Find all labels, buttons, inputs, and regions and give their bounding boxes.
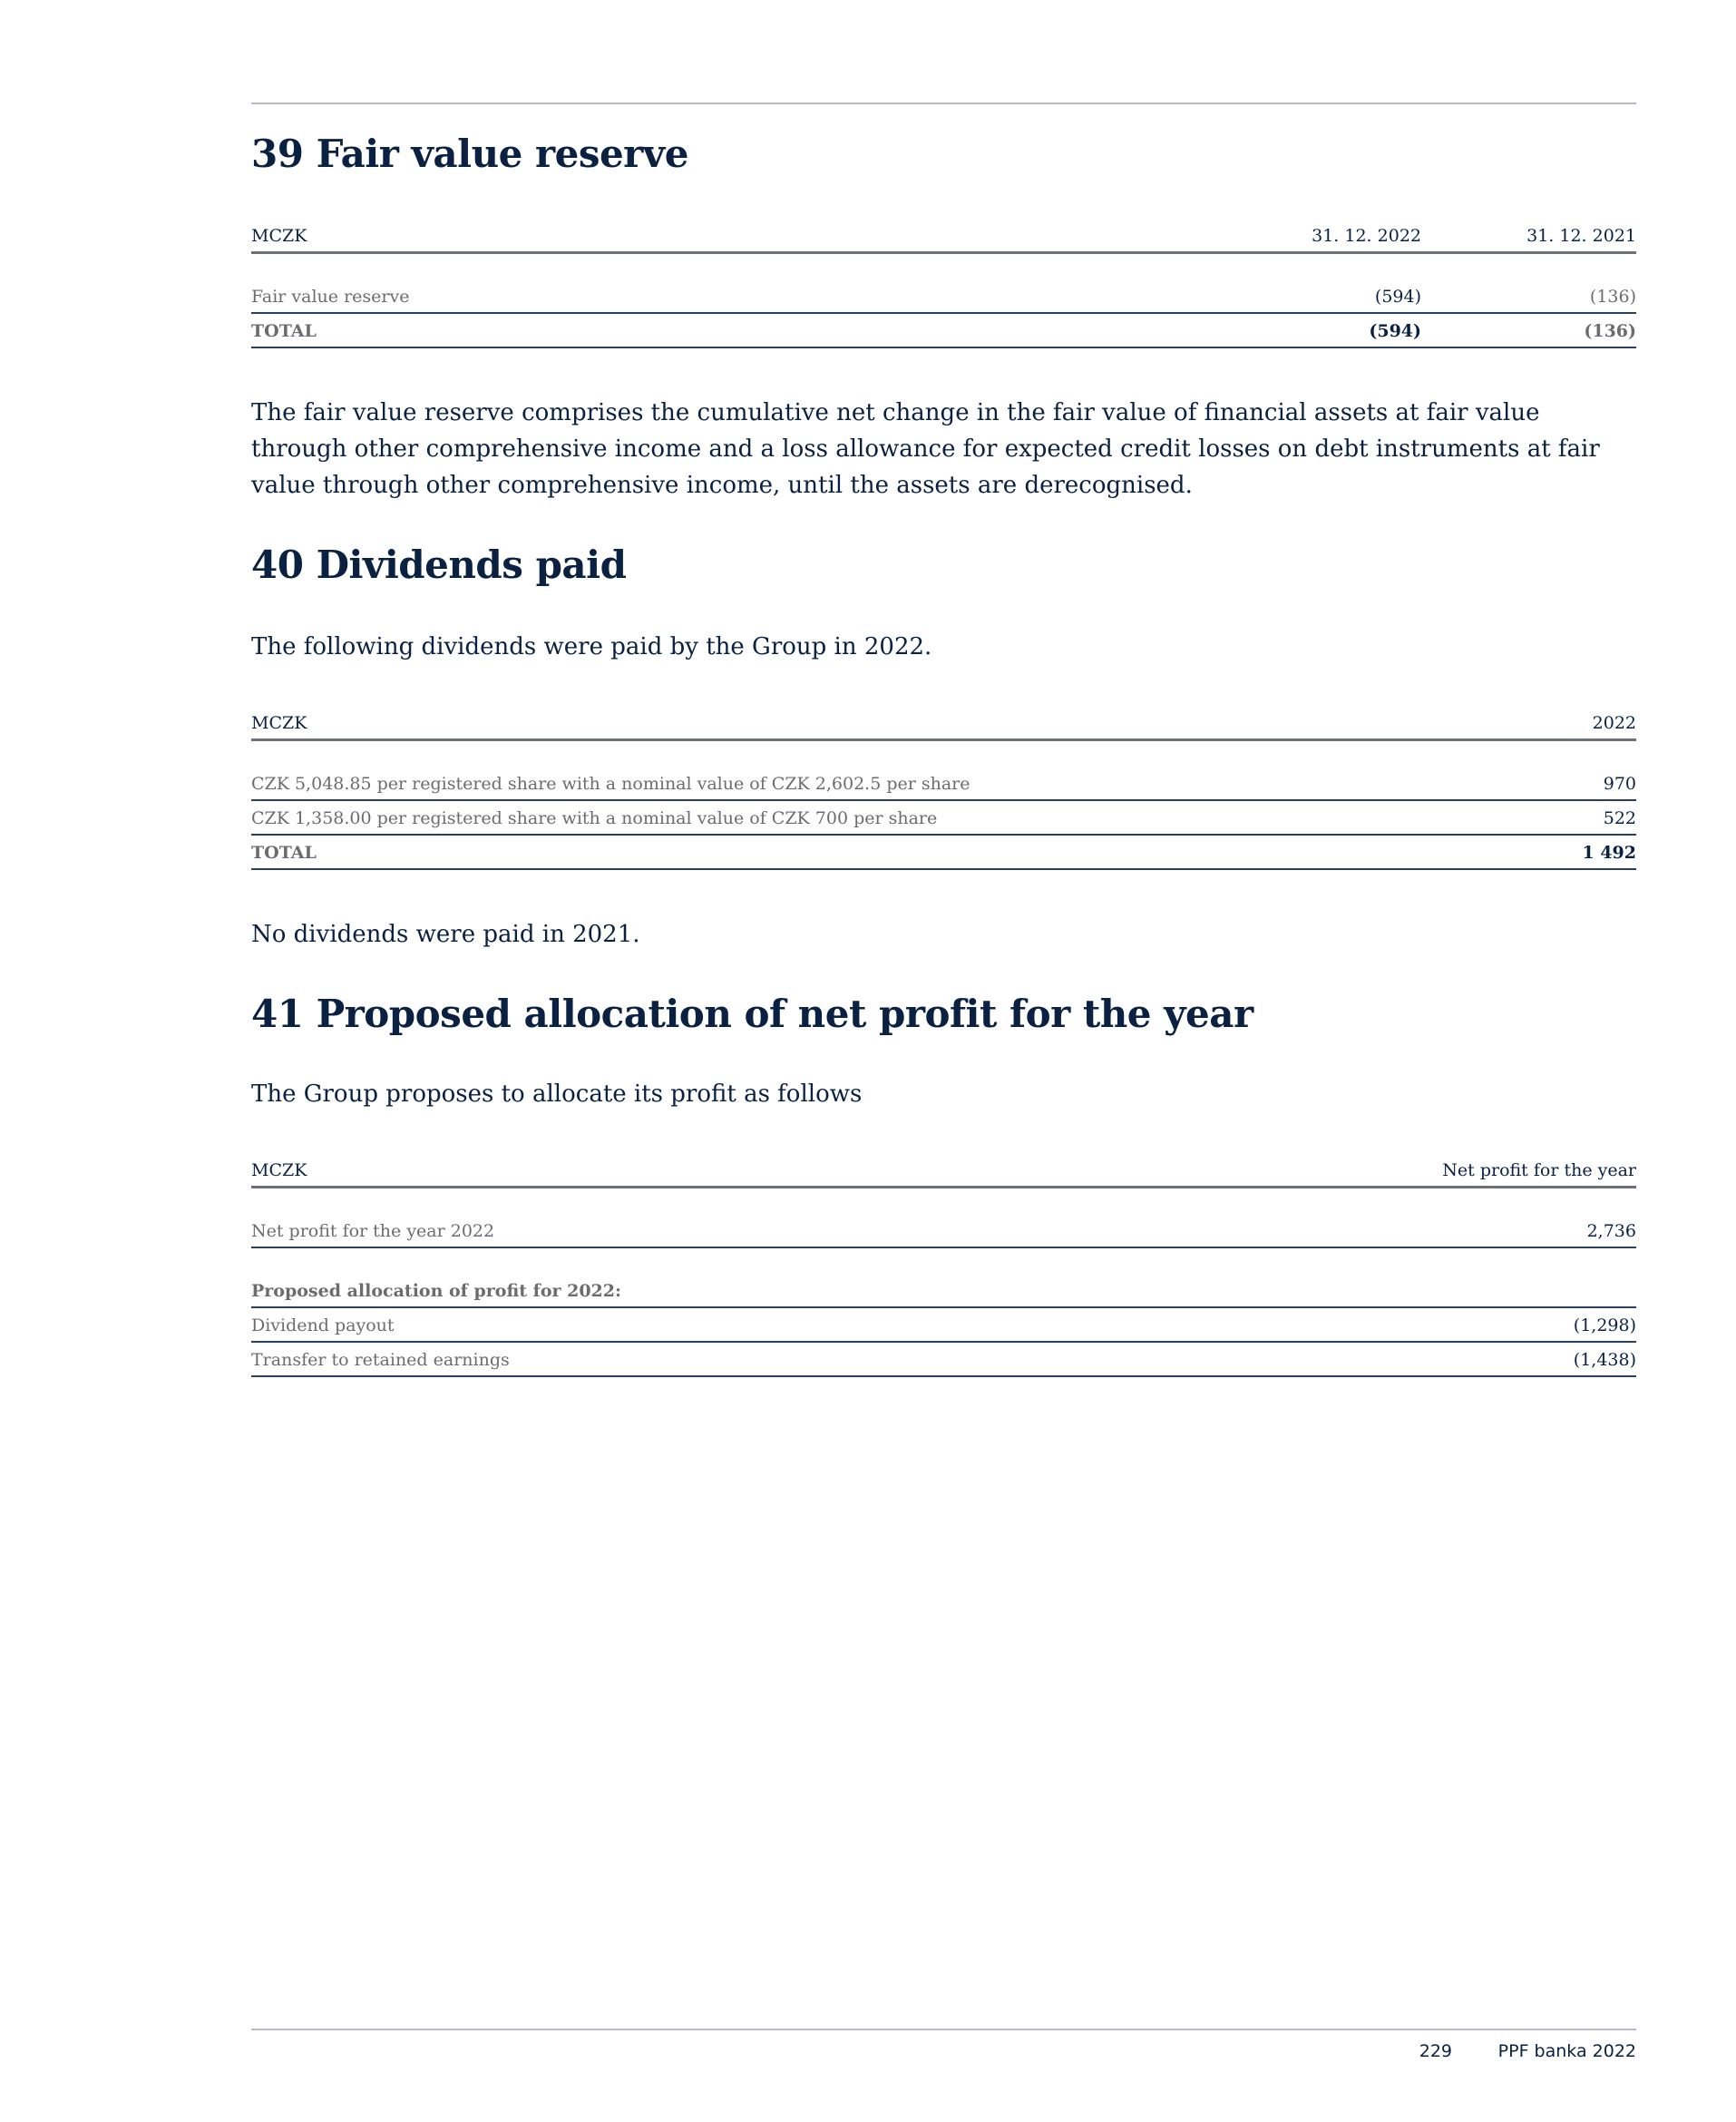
table-row	[251, 1308, 1636, 1343]
row-label: CZK 5,048.85 per registered share with a nominal value of CZK 2,602.5 per share	[251, 774, 970, 794]
allocation-subheading: Proposed allocation of profit for 2022:	[251, 1281, 622, 1301]
row-label: Net profit for the year 2022	[251, 1221, 495, 1241]
section-40-title: 40 Dividends paid	[251, 543, 627, 587]
table-row	[251, 801, 1636, 836]
column-header-net-profit: Net profit for the year	[1442, 1160, 1636, 1180]
total-value-2022: (594)	[1369, 321, 1421, 341]
total-label: TOTAL	[251, 321, 317, 341]
table-row	[251, 279, 1636, 314]
dividends-intro: The following dividends were paid by the Group in 2022.	[251, 633, 932, 660]
profit-allocation-table	[251, 1151, 1636, 1377]
row-value-2022: (594)	[1374, 287, 1421, 307]
row-value: (1,438)	[1573, 1350, 1636, 1370]
total-label: TOTAL	[251, 843, 317, 863]
footer-rule	[251, 2029, 1636, 2030]
section-39-title: 39 Fair value reserve	[251, 132, 688, 176]
table-row	[251, 767, 1636, 801]
table-header	[251, 1151, 1636, 1188]
row-label: Transfer to retained earnings	[251, 1350, 510, 1370]
row-label: Fair value reserve	[251, 287, 410, 307]
fair-value-reserve-description: The fair value reserve comprises the cumulative net change in the fair value of financial assets at fair value through other comprehensive income and a loss allowance for expected credit losses on debt instruments at fair value through other comprehensive income, until the assets are derecognised.	[251, 399, 1600, 499]
column-header-2022: 2022	[1592, 713, 1636, 733]
row-value-2021: (136)	[1589, 287, 1636, 307]
allocation-intro: The Group proposes to allocate its profit as follows	[251, 1081, 863, 1108]
no-dividends-note: No dividends were paid in 2021.	[251, 921, 640, 948]
row-value: (1,298)	[1573, 1315, 1636, 1335]
allocation-subheading-row	[251, 1274, 1636, 1308]
total-row	[251, 836, 1636, 870]
top-rule	[251, 103, 1636, 104]
unit-header: MCZK	[251, 226, 307, 246]
report-page	[251, 0, 1636, 2122]
column-header-2022: 31. 12. 2022	[1312, 226, 1421, 246]
unit-header: MCZK	[251, 1160, 307, 1180]
row-label: CZK 1,358.00 per registered share with a nominal value of CZK 700 per share	[251, 808, 938, 828]
table-header	[251, 217, 1636, 254]
publication-name: PPF banka 2022	[1497, 2041, 1636, 2061]
row-value: 2,736	[1586, 1221, 1636, 1241]
dividends-table	[251, 704, 1636, 870]
table-header	[251, 704, 1636, 741]
row-value: 522	[1603, 808, 1636, 828]
page-number: 229	[1419, 2041, 1452, 2061]
fair-value-reserve-table	[251, 217, 1636, 348]
total-row	[251, 314, 1636, 348]
total-value: 1 492	[1582, 843, 1636, 863]
total-value-2021: (136)	[1584, 321, 1636, 341]
row-value: 970	[1603, 774, 1636, 794]
unit-header: MCZK	[251, 713, 307, 733]
column-header-2021: 31. 12. 2021	[1526, 226, 1636, 246]
section-41-title: 41 Proposed allocation of net profit for the year	[251, 992, 1253, 1036]
row-label: Dividend payout	[251, 1315, 395, 1335]
table-row	[251, 1343, 1636, 1377]
net-profit-row	[251, 1214, 1636, 1248]
